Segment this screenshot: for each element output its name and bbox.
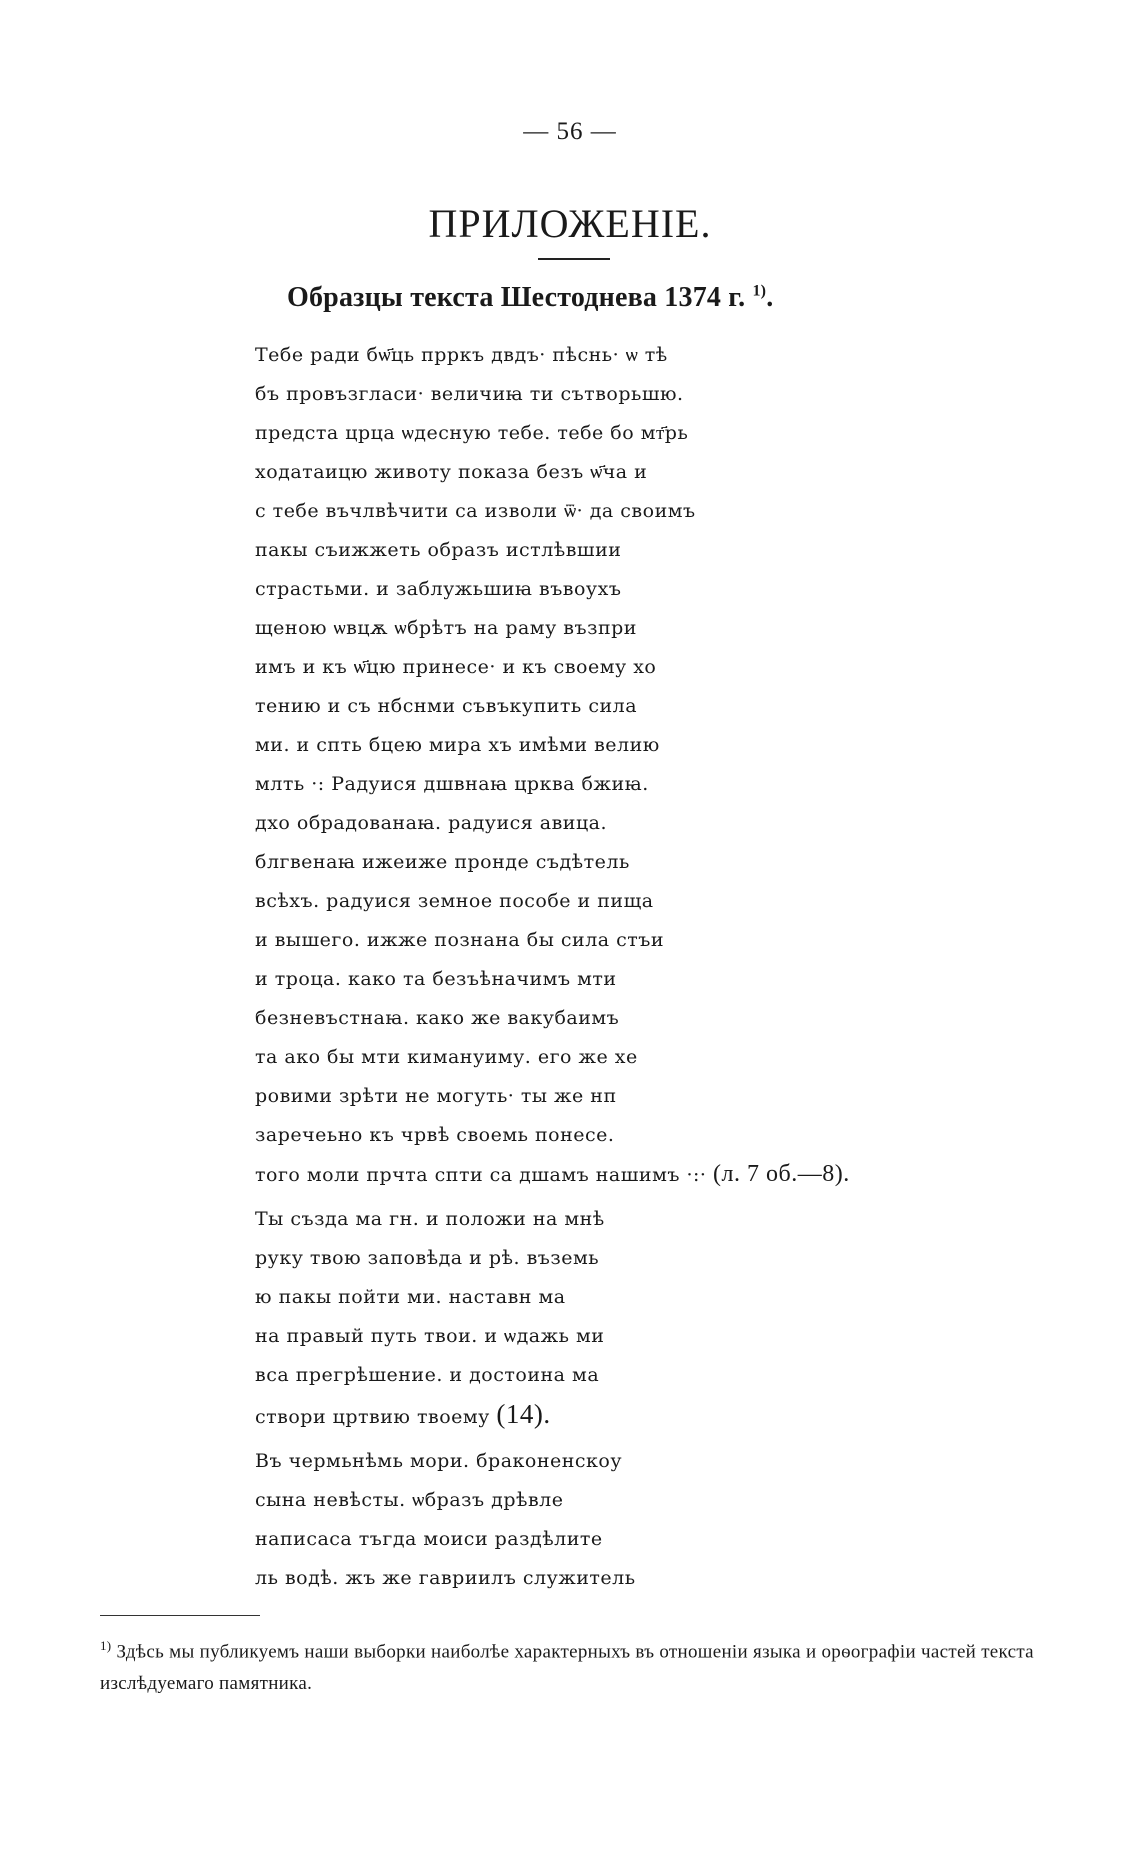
text-line: и вышего. ижже познана бы сила стъи bbox=[255, 929, 665, 951]
text-block-4 bbox=[255, 1442, 636, 1598]
text-line: предста црца ѡдесную тебе. тебе бо мт҃рь bbox=[255, 422, 689, 444]
text-block-1 bbox=[255, 336, 696, 1038]
text-line: вса прегрѣшение. и достоина ма bbox=[255, 1364, 600, 1386]
text-line: Ты създа ма гн. и положи на мнѣ bbox=[255, 1208, 605, 1230]
text-line: имъ и къ ѡ҃цю принесе· и къ своему хо bbox=[255, 656, 657, 678]
page-number: — 56 — bbox=[523, 118, 617, 145]
text-line: заречеьно къ чрвѣ своемь понесе. bbox=[255, 1124, 615, 1146]
subtitle-end: . bbox=[766, 282, 774, 313]
text-line: бъ провъзгласи· величиꙗ ти сътворьшю. bbox=[255, 383, 684, 405]
main-title: ПРИЛОЖЕНІЕ. bbox=[428, 201, 712, 246]
footnote-marker: 1) bbox=[100, 1638, 112, 1653]
text-line: Тебе ради бѡ҃ць прркъ двдъ· пѣснь· ѡ тѣ bbox=[255, 344, 668, 366]
text-line-with-ref bbox=[255, 1155, 850, 1194]
text-line: ю пакы пойти ми. наставн ма bbox=[255, 1286, 566, 1308]
text-line: безневъстнаꙗ. како же вакубаимъ bbox=[255, 1007, 620, 1029]
text-line: всѣхъ. радуися земное пособе и пища bbox=[255, 890, 654, 912]
footnote-rule bbox=[100, 1615, 260, 1616]
text-line-content: того моли прчта спти са дшамъ нашимъ ·:· bbox=[255, 1164, 707, 1186]
text-line: сына невѣсты. ѡбразъ дрѣвле bbox=[255, 1489, 564, 1511]
text-line-with-ref bbox=[255, 1395, 605, 1434]
text-line: блгвенаꙗ ижеиже пронде съдѣтель bbox=[255, 851, 630, 873]
text-line: млть ·: Радуися дшвнаꙗ црква бжиꙗ. bbox=[255, 773, 649, 795]
text-block-3 bbox=[255, 1200, 605, 1434]
text-line-content: створи цртвию твоему bbox=[255, 1406, 490, 1428]
text-line: тению и съ нбснми съвъкупить сила bbox=[255, 695, 638, 717]
text-line: дхо обрадованаꙗ. радуися авица. bbox=[255, 812, 608, 834]
title-rule bbox=[538, 258, 610, 260]
text-line: и троца. како та безъѣначимъ мти bbox=[255, 968, 617, 990]
text-line: ми. и спть бцею мира хъ имѣми велию bbox=[255, 734, 660, 756]
text-line: та ако бы мти кимануиму. его же хе bbox=[255, 1046, 638, 1068]
text-line: ровими зрѣти не могуть· ты же нп bbox=[255, 1085, 617, 1107]
text-line: щеною ѡвцѫ ѡбрѣтъ на раму възпри bbox=[255, 617, 637, 639]
footnote bbox=[100, 1630, 1060, 1700]
folio-reference: (л. 7 об.—8). bbox=[713, 1161, 850, 1187]
folio-reference: (14). bbox=[496, 1399, 551, 1429]
text-line: ль водѣ. жъ же гавриилъ служитель bbox=[255, 1567, 636, 1589]
text-block-2 bbox=[255, 1038, 850, 1194]
text-line: Въ чермьнѣмь мори. браконенскоу bbox=[255, 1450, 623, 1472]
text-line: с тебе въчлвѣчити са изволи ѿ· да своимъ bbox=[255, 500, 696, 522]
subtitle-note-marker: 1) bbox=[752, 282, 767, 300]
text-line: руку твою заповѣда и рѣ. въземь bbox=[255, 1247, 600, 1269]
text-line: пакы съижжеть образъ истлѣвшии bbox=[255, 539, 622, 561]
subtitle-text: Образцы текста Шестоднева 1374 г. bbox=[287, 282, 746, 313]
subtitle bbox=[287, 282, 773, 314]
text-line: написаса тъгда моиси раздѣлите bbox=[255, 1528, 603, 1550]
text-line: страстьми. и заблужьшиꙗ въвоухъ bbox=[255, 578, 622, 600]
text-line: ходатаицю животу показа безъ ѡ҃ча и bbox=[255, 461, 648, 483]
text-line: на правый путь твои. и ѡдажь ми bbox=[255, 1325, 605, 1347]
footnote-text: Здѣсь мы публикуемъ наши выборки наиболѣе характерныхъ въ отношеніи языка и орѳографіи частей текста изслѣдуемаго памятника. bbox=[100, 1641, 1034, 1695]
